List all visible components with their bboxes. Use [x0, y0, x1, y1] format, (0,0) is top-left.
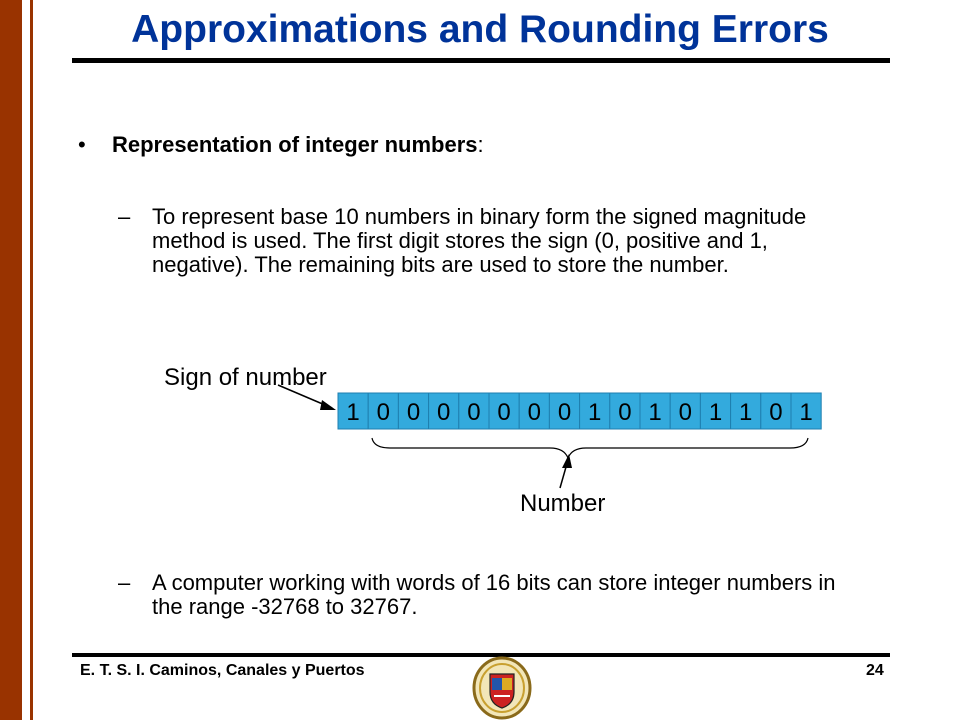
title-underline: [72, 58, 890, 63]
bit-value: 1: [799, 399, 813, 426]
bit-value: 0: [376, 399, 390, 426]
bit-value: 0: [437, 399, 451, 426]
sub-item-dash: –: [118, 570, 131, 595]
bit-value: 0: [527, 399, 541, 426]
sub-item-text: To represent base 10 numbers in binary form the signed magnitude method is used. The first digit stores the sign (0, positive and 1, negative). The remaining bits are used to store the number.: [152, 204, 807, 277]
institution-seal-icon: [470, 656, 534, 720]
sub-item-text: A computer working with words of 16 bits can store integer numbers in the range -32768 to 32767.: [152, 570, 836, 619]
number-label: Number: [520, 490, 606, 517]
footer-institution: E. T. S. I. Caminos, Canales y Puertos: [80, 662, 365, 679]
bullet-heading: Representation of integer numbers: [112, 132, 478, 157]
bit-value: 1: [588, 399, 602, 426]
bit-value: 1: [739, 399, 753, 426]
slide-title: Approximations and Rounding Errors: [131, 8, 829, 51]
bit-cells: [338, 393, 821, 429]
left-decorative-bar: [0, 0, 22, 720]
bit-value: 1: [648, 399, 662, 426]
bit-value: 1: [708, 399, 723, 426]
sign-label: Sign of number: [164, 364, 327, 391]
binary-diagram: [160, 360, 860, 530]
sign-arrow-head: [320, 400, 336, 410]
bit-value: 0: [769, 399, 783, 426]
bit-value: 0: [557, 399, 572, 426]
bit-value: 0: [467, 399, 481, 426]
left-decorative-line: [30, 0, 33, 720]
bit-value: 0: [406, 399, 421, 426]
number-brace: [372, 438, 808, 458]
bit-value: 0: [497, 399, 511, 426]
page-number: 24: [866, 662, 884, 679]
bit-value: 1: [346, 399, 360, 426]
bullet-suffix: :: [477, 132, 484, 157]
sub-item-dash: –: [118, 204, 131, 229]
binary-figure: [160, 360, 860, 530]
bullet-dot: •: [78, 132, 86, 157]
bit-value: 0: [618, 399, 632, 426]
bit-value: 0: [678, 399, 692, 426]
